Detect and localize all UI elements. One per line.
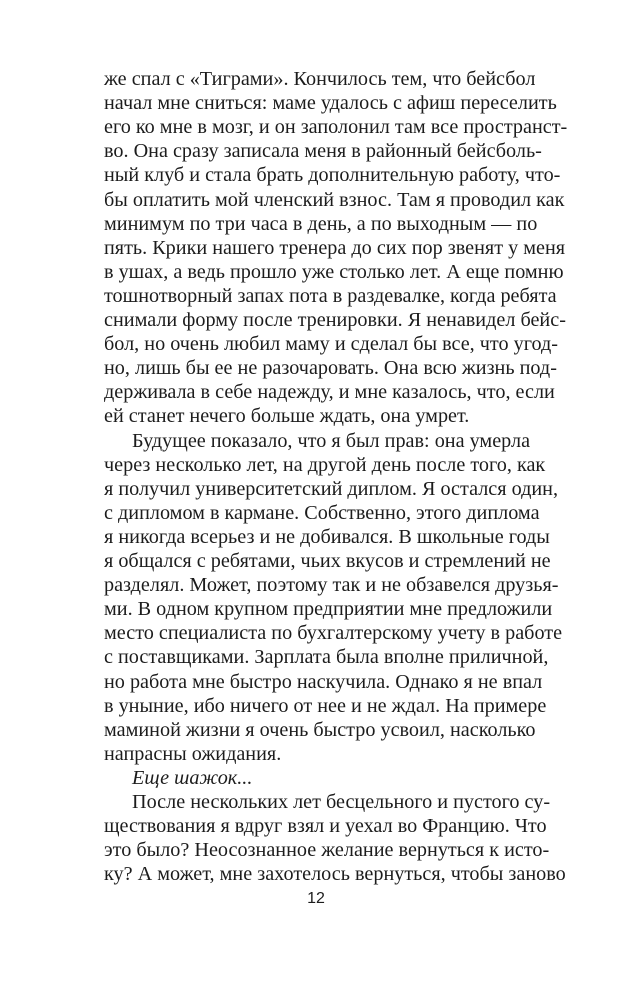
text-line: же спал с «Тиграми». Кончилось тем, что бейсбол <box>104 68 536 90</box>
text-line: бы оплатить мой членский взнос. Там я проводил как <box>104 188 565 211</box>
text-line: его ко мне в мозг, и он заполонил там все пространст- <box>104 116 568 139</box>
text-line: маминой жизни я очень быстро усвоил, насколько <box>104 718 536 741</box>
text-line: тошнотворный запах пота в раздевалке, когда ребята <box>104 284 557 307</box>
text-line: но, лишь бы ее не разочаровать. Она всю жизнь под- <box>104 357 557 380</box>
text-line: место специалиста по бухгалтерскому учету в работе <box>104 622 563 645</box>
text-line: ный клуб и стала брать дополнительную работу, что- <box>104 164 561 187</box>
text-line: начал мне сниться: маме удалось с афиш переселить <box>104 92 557 115</box>
text-line: ществования я вдруг взял и уехал во Францию. Что <box>104 815 547 838</box>
book-page <box>104 66 568 946</box>
text-line: ми. В одном крупном предприятии мне предложили <box>104 598 553 621</box>
text-line: с поставщиками. Зарплата была вполне приличной, <box>104 646 549 669</box>
text-line: во. Она сразу записала меня в районный бейсболь- <box>104 140 542 163</box>
text-line: снимали форму после тренировки. Я ненавидел бейс- <box>104 309 566 331</box>
text-line: ку? А может, мне захотелось вернуться, чтобы заново <box>104 863 566 886</box>
text-line: разделял. Может, поэтому так и не обзавелся друзья- <box>104 574 559 597</box>
text-line: я никогда всерьез и не добивался. В школьные годы <box>104 525 550 548</box>
text-line: я общался с ребятами, чьих вкусов и стремлений не <box>104 550 551 572</box>
text-line: минимум по три часа в день, а по выходным — по <box>104 212 538 235</box>
text-line: пять. Крики нашего тренера до сих пор звенят у меня <box>104 236 566 259</box>
page-number: 12 <box>307 890 325 907</box>
text-line: Еще шажок... <box>132 766 253 789</box>
text-line: держивала в себе надежду, и мне казалось, что, если <box>104 381 555 404</box>
text-line: напрасны ожидания. <box>104 742 282 765</box>
text-line: это было? Неосознанное желание вернуться к исто- <box>104 839 550 862</box>
text-line: с дипломом в кармане. Собственно, этого диплома <box>104 501 540 524</box>
text-line: бол, но очень любил маму и сделал бы все, что угод- <box>104 333 558 356</box>
text-line: После нескольких лет бесцельного и пустого су- <box>132 791 551 813</box>
text-line: Будущее показало, что я был прав: она умерла <box>132 429 531 452</box>
text-line: в уныние, ибо ничего от нее и не ждал. На примере <box>104 694 547 717</box>
text-line: но работа мне быстро наскучила. Однако я не впал <box>104 670 543 693</box>
text-line: в ушах, а ведь прошло уже столько лет. А еще помню <box>104 260 564 283</box>
text-line: через несколько лет, на другой день после того, как <box>104 453 546 476</box>
text-line: ей станет нечего больше ждать, она умрет. <box>104 405 470 428</box>
text-line: я получил университетский диплом. Я остался один, <box>104 477 559 500</box>
